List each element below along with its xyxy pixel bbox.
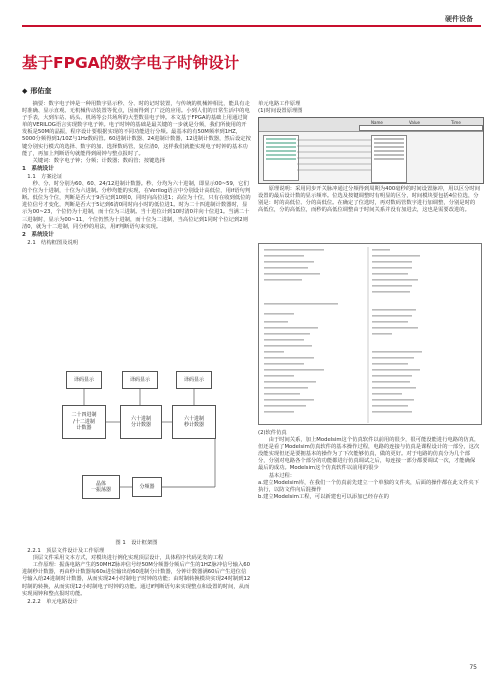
heading-2: 2 系统设计 bbox=[22, 231, 54, 238]
decoder-display-hours: 译码显示 bbox=[66, 371, 102, 389]
keywords: 关键词：数字电子钟；分频；计数器；数码管；按键选择 bbox=[32, 157, 166, 164]
sim-title: (1)时间设置原理图 bbox=[258, 108, 303, 115]
ops-heading: 基本过程： bbox=[268, 472, 296, 479]
unit-title: 单元电路工作原理 bbox=[258, 101, 301, 107]
abstract: 摘要：数字电子钟是一种用数字显示秒、分、时的记时装置，与传统的机械钟相比，能具有走时准确、显示直观、无机械传动装置等优点，因而得到了广泛的应用。小到人们的日常生活中的电子手表，大到车站、码头、机场等公共场所的大型数显电子钟。本文基于FPGA的基础上用通过简单的VERILOG语言实现数字电子钟。电子时钟的基础是最关键的一步就是分频，我们所使用的开发板是50M的晶振，程序设计要根据实现的不同功能进行分频。最基本的有50M频率到1HZ，5000分频得到1/10Z与1Hz数码管。60进制计数器、24进制计数器，12进制计数器，然后设定按键分别实行模式的选择、数字的加、选择数码管，复位清0，这样我们就能实现电子时钟的基本功能了，再加上判断语句就能得到闹钟与整点报时了。 bbox=[22, 101, 251, 157]
minute-counter: 六十进制 分计数器 bbox=[120, 405, 162, 439]
right-column-middle bbox=[258, 186, 480, 214]
heading-2-2-1: 2.2.1 顶层文件设计及工作原理 bbox=[27, 548, 105, 555]
col-name: Name bbox=[371, 120, 383, 125]
author-line bbox=[22, 86, 51, 96]
modelsim-paragraph: 由于时间关系，加上Modelsim这个仿真软件以前用的很少，很可能没能进行电路的仿真，但还是看了Modelsim仿真软件的基本操作过程，电路的连接与仿真是课程设计的一部分，这次没能实现但还是要拥基本的操作为了下次能够仿真，做的更好。对于电路的仿真分为几个部分，分别对电路各个部分的功能都进行仿真调试之后，每连接一部分都要调试一次，才能确保最后的成功。Modelsim这个仿真软件以前用的很少 bbox=[258, 437, 480, 472]
step-a: a.建立Modelsim库，在我们一个仿真前先建立一个单独的文件夹，后面的操作都在此文件夹下执行，以防文件向后混操作 bbox=[258, 479, 479, 493]
wire-lines bbox=[259, 118, 483, 183]
hour-counter: 二十四进制 /十二进制 计数器 bbox=[62, 405, 106, 439]
heading-2-1: 2.1 结构框图及说明 bbox=[27, 239, 79, 246]
sim-heading: (2)软件仿真 bbox=[258, 430, 287, 436]
figure-1-caption: 图 1 设计框架图 bbox=[115, 540, 158, 546]
heading-1: 1 系统设计 bbox=[22, 165, 54, 172]
diagram-connectors bbox=[22, 367, 251, 532]
header-rule bbox=[22, 25, 481, 27]
paragraph-1: 秒、分、时分别为60、60、24/12进制计数器。秒、分均为六十进制，即显示00~59，它们的个位为十进制，十位为六进制。分秒均能的实现，在Verilog语言中分别设计高低位，用if语句判断。低位为个位，判断是否大于9否记到10则0，同时向高位进1；高位为十位，只有在收到低位的进位信号才变化，判断是否大于5记到6清0同时向小时的低位进1。时为二十四进制计数器时，显示为00~23，个位仍为十进制，而十位为三进制。当十进位计到10时清0并向十位进1。当满二十三进制时，显示为00~11，个位仍然为十进制，而十位为二进制，当高位记到1同时个位记到2则清0，就为十二进制，同分秒的用法，用if判断语句来实现。 bbox=[22, 181, 251, 230]
code-lines bbox=[262, 247, 480, 423]
decoder-display-minutes: 译码显示 bbox=[122, 371, 158, 389]
col-value: Value bbox=[409, 120, 420, 125]
principle-paragraph: 原理说明：采用同步开关脉冲通过分频得到周期为400毫秒的时间设置脉冲，用以区分时间设置的最后设计数的显示频率。位选及按键调整时有明显的区分，时间模块要包括4位位选，分别是：时的高低位、分的高低位。在确定了位选时，再对数码管数字进行加调整，分别是时的高低位，分的高低位，而秒的高低位调整由于时间关系并没有加进去，这也是需要改进的。 bbox=[258, 186, 480, 214]
article-title: 基于FPGA的数字电子时钟设计 bbox=[22, 54, 240, 72]
section-label: 硬件设备 bbox=[445, 15, 473, 23]
paragraph-3: 工作原理：振荡电路产生的50MHZ脉冲信号经50M分频器分频后产生的1HZ脉冲信号输入60进制秒计数器，再由秒计数器每60s进位输出给60进制分计数器，分钟计数器满60后产生进位信号输入给24进制时计数器，从而实现24小时制电子时钟的功能；由时制转换模块实现24时制到12时制的转换，从而实现12小时制电子时钟的功能。通过if判断语句来实现整点和设置的时间，从而实现闹钟和整点报时功能。 bbox=[22, 562, 251, 597]
paragraph-2: 顶层文件采用文本方式，对模块进行例化实现顶层设计，具体程序代码见发的工程 bbox=[32, 555, 224, 562]
left-column-bottom bbox=[22, 540, 251, 606]
left-column bbox=[22, 101, 251, 247]
code-screenshot bbox=[258, 243, 482, 425]
author-name: 邢佑奎 bbox=[30, 87, 52, 95]
frequency-divider: 分频器 bbox=[132, 477, 162, 497]
col-time: Time bbox=[451, 120, 461, 125]
figure-1 bbox=[22, 367, 251, 532]
waveform-screenshot bbox=[258, 117, 484, 184]
right-column-top bbox=[258, 101, 480, 115]
step-b: b.建立Modelsim工程，可以新建也可以添加已经存在的 bbox=[258, 493, 389, 500]
crystal-oscillator: 晶体 一振荡器 bbox=[82, 475, 120, 499]
heading-1-1: 1.1 方案论证 bbox=[27, 173, 63, 180]
second-counter: 六十进制 秒计数器 bbox=[172, 405, 216, 439]
heading-2-2-2: 2.2.2 单元电路设计 bbox=[27, 598, 78, 605]
right-column-bottom bbox=[258, 430, 480, 501]
page-number: 75 bbox=[469, 664, 477, 671]
decoder-display-seconds: 译码显示 bbox=[176, 371, 212, 389]
diamond-icon: ◆ bbox=[22, 87, 28, 95]
